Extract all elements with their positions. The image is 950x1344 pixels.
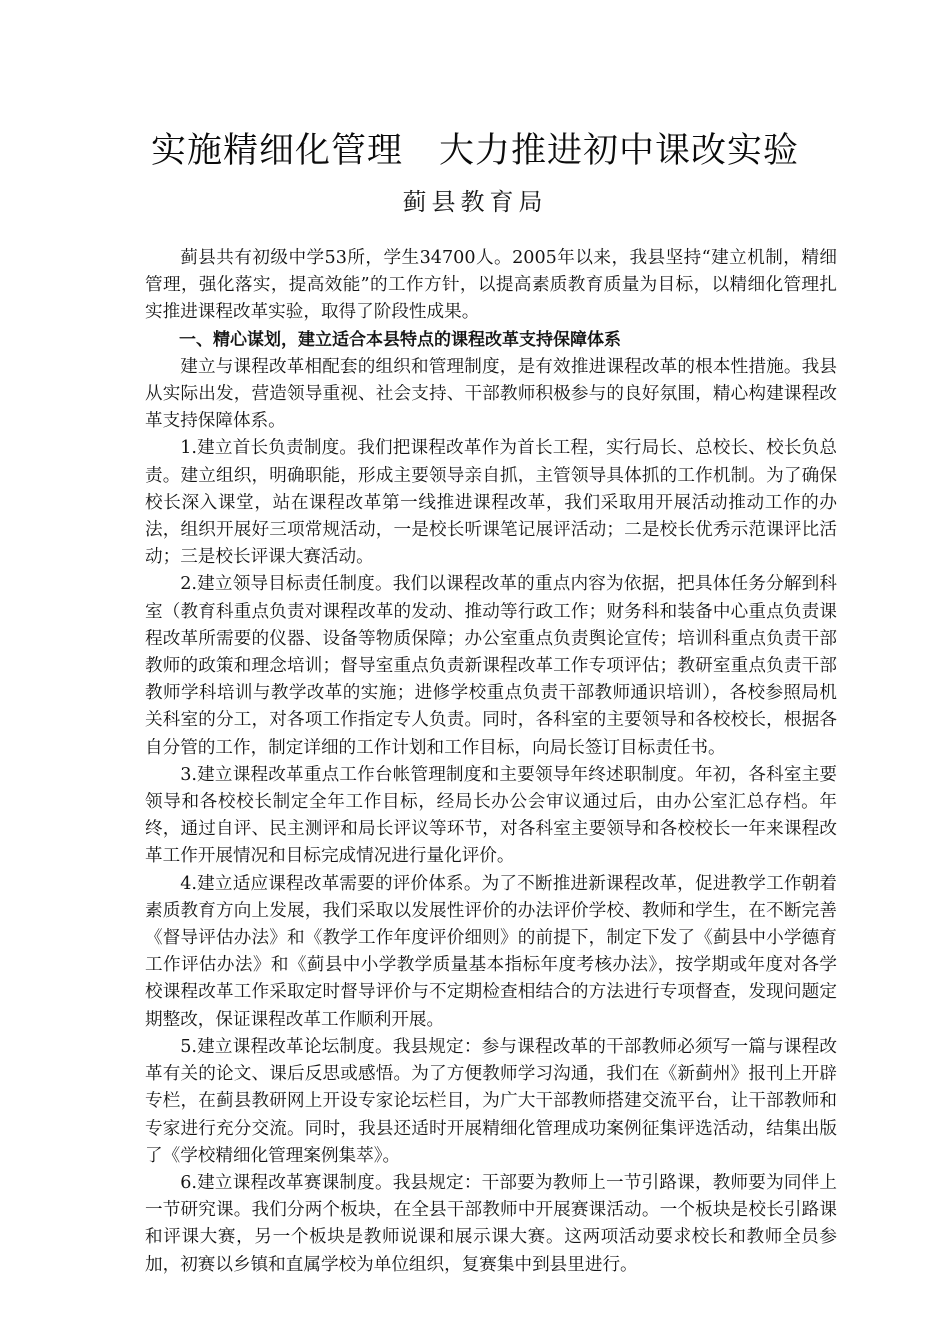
document-author: 蓟县教育局 bbox=[402, 188, 548, 216]
section-heading-1: 一、精心谋划，建立适合本县特点的课程改革支持保障体系 bbox=[179, 329, 621, 350]
body-paragraph-item-1: 1.建立首长负责制度。我们把课程改革作为首长工程，实行局长、总校长、校长负总责。建立组织，明确职能，形成主要领导亲自抓，主管领导具体抓的工作机制。为了确保校长深入课堂，站在课程改革第一线推进课程改革，我们采取用开展活动推动工作的办法，组织开展好三项常规活动，一是校长听课笔记展评活动；二是校长优秀示范课评比活动；三是校长评课大赛活动。 bbox=[145, 438, 837, 568]
body-paragraph-item-4: 4.建立适应课程改革需要的评价体系。为了不断推进新课程改革，促进教学工作朝着素质教育方向上发展，我们采取以发展性评价的办法评价学校、教师和学生，在不断完善《督导评估办法》和《教学工作年度评价细则》的前提下，制定下发了《蓟县中小学德育工作评估办法》和《蓟县中小学教学质量基本指标年度考核办法》，按学期或年度对各学校课程改革工作采取定时督导评价与不定期检查相结合的方法进行专项督查，发现问题定期整改，保证课程改革工作顺利开展。 bbox=[145, 873, 837, 1030]
body-paragraph-item-2: 2.建立领导目标责任制度。我们以课程改革的重点内容为依据，把具体任务分解到科室（教育科重点负责对课程改革的发动、推动等行政工作；财务科和装备中心重点负责课程改革所需要的仪器、设备等物质保障；办公室重点负责舆论宣传；培训科重点负责干部教师的政策和理念培训；督导室重点负责新课程改革工作专项评估；教研室重点负责干部教师学科培训与教学改革的实施；进修学校重点负责干部教师通识培训），各校参照局机关科室的分工，对各项工作指定专人负责。同时，各科室的主要领导和各校校长，根据各自分管的工作，制定详细的工作计划和工作目标，向局长签订目标责任书。 bbox=[145, 574, 837, 758]
document-title: 实施精细化管理 大力推进初中课改实验 bbox=[150, 131, 799, 171]
body-paragraph: 建立与课程改革相配套的组织和管理制度，是有效推进课程改革的根本性措施。我县从实际出发，营造领导重视、社会支持、干部教师积极参与的良好氛围，精心构建课程改革支持保障体系。 bbox=[145, 356, 837, 432]
intro-paragraph: 蓟县共有初级中学53所，学生34700人。2005年以来，我县坚持“建立机制，精细管理，强化落实，提高效能”的工作方针，以提高素质教育质量为目标，以精细化管理扎实推进课程改革实验，取得了阶段性成果。 bbox=[145, 248, 837, 323]
body-paragraph-item-6: 6.建立课程改革赛课制度。我县规定：干部要为教师上一节引路课，教师要为同伴上一节研究课。我们分两个板块，在全县干部教师中开展赛课活动。一个板块是校长引路课和评课大赛，另一个板块是教师说课和展示课大赛。这两项活动要求校长和教师全员参加，初赛以乡镇和直属学校为单位组织，复赛集中到县里进行。 bbox=[145, 1172, 837, 1275]
body-paragraph-item-3: 3.建立课程改革重点工作台帐管理制度和主要领导年终述职制度。年初，各科室主要领导和各校校长制定全年工作目标，经局长办公会审议通过后，由办公室汇总存档。年终，通过自评、民主测评和局长评议等环节，对各科室主要领导和各校校长一年来课程改革工作开展情况和目标完成情况进行量化评价。 bbox=[145, 764, 837, 867]
document-body bbox=[145, 245, 837, 1279]
body-paragraph-item-5: 5.建立课程改革论坛制度。我县规定：参与课程改革的干部教师必须写一篇与课程改革有关的论文、课后反思或感悟。为了方便教师学习沟通，我们在《新蓟州》报刊上开辟专栏，在蓟县教研网上开设专家论坛栏目，为广大干部教师搭建交流平台，让干部教师和专家进行充分交流。同时，我县还适时开展精细化管理成功案例征集评选活动，结集出版了《学校精细化管理案例集萃》。 bbox=[145, 1036, 837, 1166]
